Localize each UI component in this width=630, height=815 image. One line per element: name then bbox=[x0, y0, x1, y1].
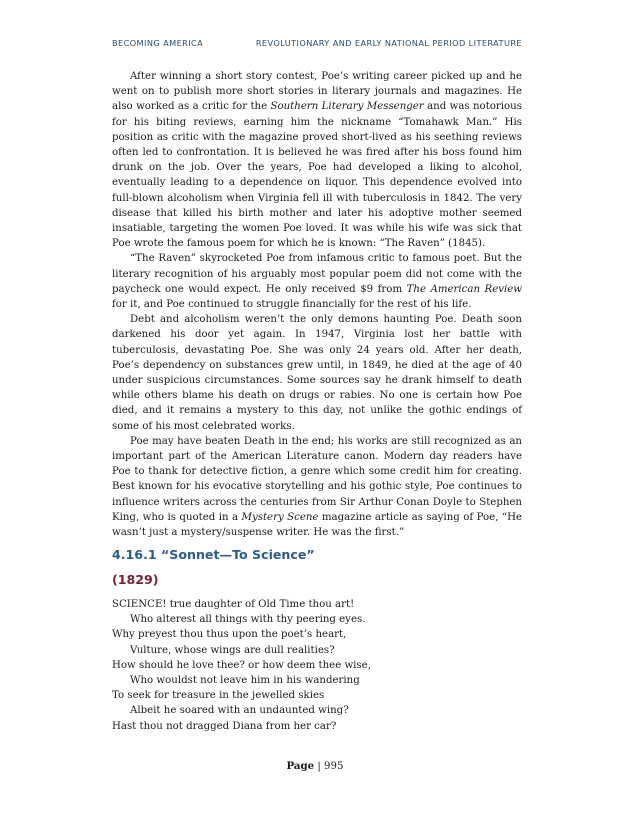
italic-title: Southern Literary Messenger bbox=[270, 101, 424, 113]
paragraph-text: Debt and alcoholism weren’t the only demons haunting Poe. Death soon darkened his door yet again. In 1947, Virginia lost her battle with tuberculosis, devastating Poe. She was only 24 years old. After her death, Poe’s dependency on substances grew until, in 1849, he died at the age of 40 under suspicious circumstances. Some sources say he drank himself to death while others blame his death on drugs or rabies. No one is certain how Poe died, and it remains a mystery to this day, not unlike the gothic endings of some of his most celebrated works. bbox=[112, 314, 522, 432]
italic-title: The American Review bbox=[406, 283, 522, 295]
paragraph bbox=[112, 434, 522, 540]
poem-line: How should he love thee? or how deem thee wise, bbox=[112, 659, 371, 671]
poem-line: To seek for treasure in the jewelled skies bbox=[112, 690, 325, 702]
body-text bbox=[112, 69, 522, 540]
paragraph-text: After winning a short story contest, Poe’s writing career picked up and he went on to publish more short stories in literary journals and magazines. He also worked as a critic for the bbox=[112, 71, 522, 113]
poem-line: SCIENCE! true daughter of Old Time thou art! bbox=[112, 599, 355, 610]
poem-line: Who alterest all things with thy peering eyes. bbox=[130, 614, 366, 626]
section-heading: 4.16.1 “Sonnet—To Science” bbox=[112, 547, 315, 562]
paragraph-text: magazine article as saying of Poe, “He wasn’t just a mystery/suspense writer. He was the first.” bbox=[112, 511, 522, 539]
paragraph-text: “The Raven” skyrocketed Poe from infamous critic to famous poet. But the literary recognition of his arguably most popular poem did not come with the paycheck one would expect. He only received $9 from bbox=[112, 253, 522, 295]
page-number: 995 bbox=[324, 761, 344, 772]
paragraph bbox=[112, 69, 522, 251]
page-label: Page bbox=[286, 760, 315, 772]
paragraph-text: for it, and Poe continued to struggle financially for the rest of his life. bbox=[112, 299, 472, 311]
italic-title: Mystery Scene bbox=[241, 511, 319, 523]
poem-line: Albeit he soared with an undaunted wing? bbox=[130, 705, 349, 717]
running-header bbox=[112, 38, 522, 48]
poem-line: Why preyest thou thus upon the poet’s heart, bbox=[112, 629, 347, 641]
poem-line: Vulture, whose wings are dull realities? bbox=[130, 644, 335, 656]
page-separator: | bbox=[317, 761, 321, 772]
header-chapter-title: REVOLUTIONARY AND EARLY NATIONAL PERIOD LITERATURE bbox=[255, 38, 522, 48]
page-footer bbox=[0, 760, 630, 772]
poem bbox=[112, 597, 522, 734]
paragraph bbox=[112, 251, 522, 312]
paragraph-text: Poe may have beaten Death in the end; his works are still recognized as an important part of the American Literature canon. Modern day readers have Poe to thank for detective fiction, a genre which some credit him for creating. Best known for his evocative storytelling and his gothic style, Poe continues to influence writers across the centuries from Sir Arthur Conan Doyle to Stephen King, who is quoted in a bbox=[112, 435, 522, 523]
poem-line: Hast thou not dragged Diana from her car? bbox=[112, 720, 337, 732]
header-book-title: BECOMING AMERICA bbox=[112, 38, 204, 48]
paragraph-text: and was notorious for his biting reviews, earning him the nickname “Tomahawk Man.” His position as critic with the magazine proved short-lived as his seething reviews often led to confrontation. It is believed he was fired after his boss found him drunk on the job. Over the years, Poe had developed a liking to alcohol, eventually leading to a dependence on liquor. This dependence evolved into full-blown alcoholism when Virginia fell ill with tuberculosis in 1842. The very disease that killed his birth mother and later his adoptive mother seemed insatiable, targeting the women Poe loved. It was while his wife was sick that Poe wrote the famous poem for which he is known: “The Raven” (1845). bbox=[112, 101, 522, 250]
paragraph bbox=[112, 312, 522, 434]
section-year: (1829) bbox=[112, 572, 159, 587]
poem-line: Who wouldst not leave him in his wandering bbox=[130, 675, 360, 687]
